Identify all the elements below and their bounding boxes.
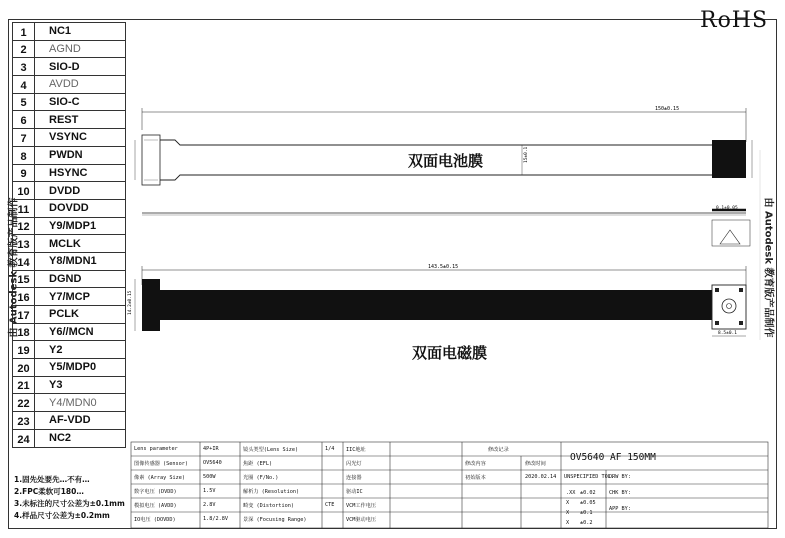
tolerance-value: ±0.1 (580, 510, 593, 516)
revision-date: 2020.02.14 (525, 474, 557, 480)
bottom-cable-label: 双面电磁膜 (412, 344, 488, 362)
approved-by: APP BY: (609, 506, 631, 512)
pin-number: 13 (13, 235, 35, 253)
title-block-cell: 1.5V (203, 488, 216, 494)
title-block-cell: VCM驱动电压 (346, 517, 377, 523)
note-line: 4.样品尺寸公差为±0.2mm (14, 511, 110, 520)
title-block-cell: VCM工作电压 (346, 503, 377, 509)
revision-content: 初始版本 (465, 475, 486, 481)
pin-name: Y2 (35, 341, 126, 359)
pin-number: 8 (13, 146, 35, 164)
top-cable (135, 106, 752, 246)
pin-number: 22 (13, 394, 35, 412)
pin-number: 20 (13, 359, 35, 377)
svg-text:143.5±0.15: 143.5±0.15 (428, 264, 459, 270)
svg-text:14.2±0.15: 14.2±0.15 (128, 290, 133, 315)
tolerance-value: ±0.02 (580, 490, 596, 496)
pin-name: Y6//MCN (35, 323, 126, 341)
pin-number: 18 (13, 323, 35, 341)
pin-number: 4 (13, 76, 35, 94)
pin-name: Y9/MDP1 (35, 217, 126, 235)
title-block-cell: 镜头类型(Lens Size) (243, 447, 299, 453)
svg-text:8.5±0.1: 8.5±0.1 (718, 331, 737, 336)
title-block-cell: CTE (325, 502, 335, 508)
drawn-by: DRW BY: (609, 474, 631, 480)
tolerance-prefix: .XX (566, 490, 576, 496)
checked-by: CHK BY: (609, 490, 631, 496)
tolerance-value: ±0.2 (580, 520, 593, 526)
pin-name: Y5/MDP0 (35, 359, 126, 377)
pin-name: REST (35, 111, 126, 129)
title-block-cell: IIC地址 (346, 447, 366, 453)
svg-text:150±0.15: 150±0.15 (655, 106, 680, 112)
drawing-notes (14, 474, 125, 522)
pin-number: 11 (13, 199, 35, 217)
pin-name: PWDN (35, 146, 126, 164)
svg-text:15±0.1: 15±0.1 (524, 146, 529, 163)
tolerance-prefix: X (566, 510, 570, 516)
title-block-cell: 1.8/2.8V (203, 516, 228, 522)
pin-name: DGND (35, 270, 126, 288)
pin-name: NC2 (35, 429, 126, 447)
pin-number: 16 (13, 288, 35, 306)
tolerance-value: ±0.05 (580, 500, 596, 506)
pin-number: 5 (13, 93, 35, 111)
pin-name: DOVDD (35, 199, 126, 217)
pin-number: 9 (13, 164, 35, 182)
pin-name: Y3 (35, 376, 126, 394)
pin-name: SIO-D (35, 58, 126, 76)
revision-col-date: 修改时间 (525, 461, 546, 467)
pin-name: VSYNC (35, 129, 126, 147)
tolerance-header: UNSPECIFIED TOL. (564, 474, 614, 480)
pin-number: 7 (13, 129, 35, 147)
pin-number: 19 (13, 341, 35, 359)
title-block-cell: Lens parameter (134, 446, 178, 452)
title-block-cell: 像素 (Array Size) (134, 475, 185, 481)
pin-name: Y4/MDN0 (35, 394, 126, 412)
title-block-cell: 数字电压 (DVDD) (134, 489, 177, 495)
title-block-cell: 畸变 (Distortion) (243, 503, 294, 509)
right-side-watermark: 由 Autodesk 教育版产品制作 (762, 197, 774, 338)
title-block-cell: 1/4 (325, 446, 335, 452)
title-block-cell: 4P+IR (203, 446, 219, 452)
title-block-cell: 500W (203, 474, 216, 480)
pin-number: 17 (13, 306, 35, 324)
pin-name: NC1 (35, 23, 126, 41)
title-block-cell: 2.8V (203, 502, 216, 508)
left-side-watermark: 由 Autodesk 教育版产品制作 (8, 197, 20, 338)
title-block-cell: 焦距 (EFL) (243, 461, 273, 467)
top-cable-label: 双面电池膜 (408, 152, 484, 170)
pin-name: Y8/MDN1 (35, 252, 126, 270)
svg-text:0.1±0.05: 0.1±0.05 (716, 206, 738, 211)
pin-name: MCLK (35, 235, 126, 253)
title-block-cell: OV5640 (203, 460, 222, 466)
title-block-cell: 模拟电压 (AVDD) (134, 503, 177, 509)
pin-name: AVDD (35, 76, 126, 94)
pin-number: 23 (13, 412, 35, 430)
pin-number: 15 (13, 270, 35, 288)
pin-name: DVDD (35, 182, 126, 200)
pin-number: 1 (13, 23, 35, 41)
title-block-cell: 驱动IC (346, 489, 363, 495)
pin-number: 12 (13, 217, 35, 235)
revision-col-content: 修改内容 (465, 461, 486, 467)
bottom-cable (127, 264, 746, 336)
title-block-cell: 解析力 (Resolution) (243, 489, 300, 495)
pin-name: HSYNC (35, 164, 126, 182)
pin-name: AGND (35, 40, 126, 58)
title-block-cell: 景深 (Focusing Range) (243, 517, 307, 523)
pin-name: AF-VDD (35, 412, 126, 430)
pin-number: 14 (13, 252, 35, 270)
pin-name: PCLK (35, 306, 126, 324)
pin-number: 6 (13, 111, 35, 129)
pin-number: 21 (13, 376, 35, 394)
rohs-mark: RoHS (700, 8, 769, 33)
model-title: OV5640 AF 150MM (570, 452, 656, 463)
tolerance-prefix: X (566, 500, 570, 506)
title-block-cell: 闪光灯 (346, 461, 362, 467)
note-line: 3.未标注的尺寸公差为±0.1mm (14, 499, 125, 508)
title-block-cell: IO电压 (DOVDD) (134, 517, 176, 523)
title-block-cell: 光圈 (F/No.) (243, 475, 279, 481)
pin-number: 3 (13, 58, 35, 76)
tolerance-prefix: X (566, 520, 570, 526)
pin-number: 10 (13, 182, 35, 200)
pin-number: 24 (13, 429, 35, 447)
note-line: 1.固先处要先…不有… (14, 475, 90, 484)
note-line: 2.FPC柔软可180… (14, 487, 84, 496)
revision-header: 修改记录 (488, 447, 509, 453)
title-block-cell: 图像传感器 (Sensor) (134, 461, 189, 467)
pin-number: 2 (13, 40, 35, 58)
title-block-cell: 连接器 (346, 475, 362, 481)
pin-name: Y7/MCP (35, 288, 126, 306)
pin-name: SIO-C (35, 93, 126, 111)
